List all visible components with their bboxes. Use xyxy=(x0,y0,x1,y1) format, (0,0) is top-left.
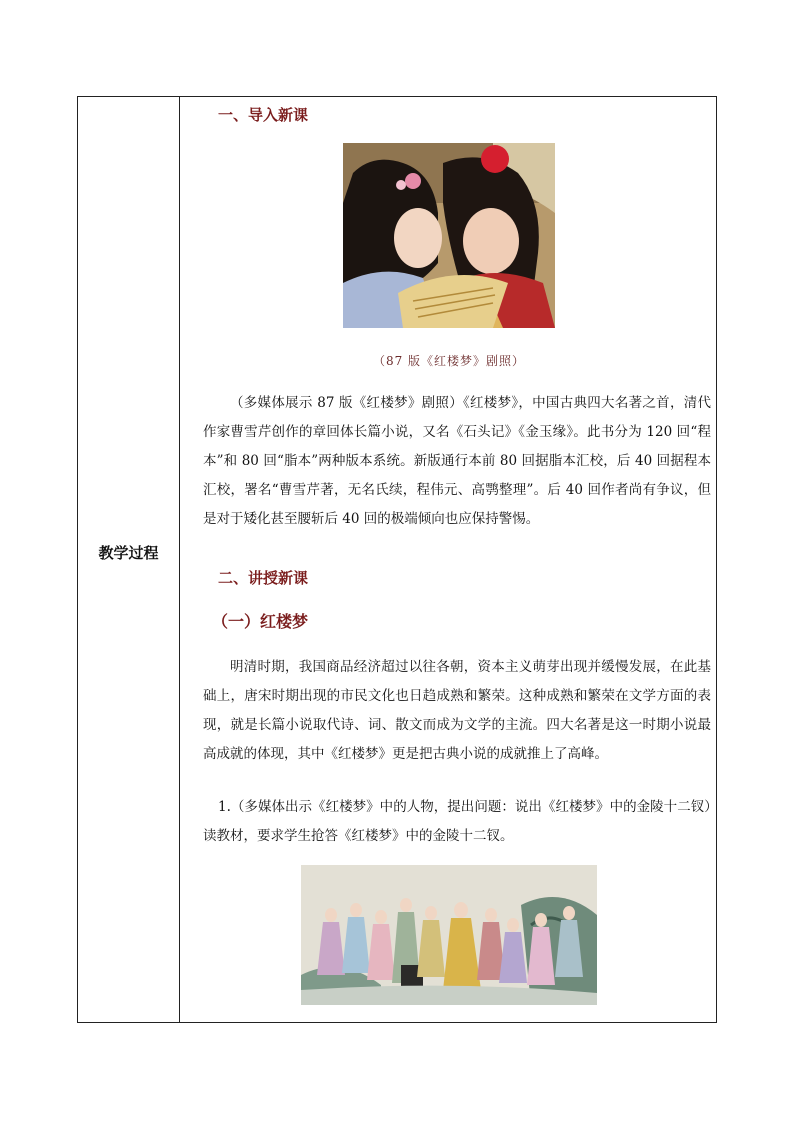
section2-item1: 1.（多媒体出示《红楼梦》中的人物，提出问题：说出《红楼梦》中的金陵十二钗）读教材，要求学生抢答《红楼梦》中的金陵十二钗。 xyxy=(203,799,711,844)
section1-heading: 一、导入新课 xyxy=(218,106,309,124)
twelve-beauties-painting xyxy=(301,865,597,1005)
side-label: 教学过程 xyxy=(98,544,159,562)
drama-photo xyxy=(343,143,555,328)
section2-heading: 二、讲授新课 xyxy=(218,569,309,587)
drama-photo-illustration xyxy=(343,143,555,328)
intro-paragraph: （多媒体展示 87 版《红楼梦》剧照）《红楼梦》，中国古典四大名著之首，清代作家曹雪芹创作的章回体长篇小说，又名《石头记》《金玉缘》。此书分为 120 回“程本”和 80 回“脂本”两种版本系统。新版通行本前 80 回据脂本汇校，后 40 回据程本汇校，署名“曹雪芹著，无名氏续，程伟元、高鹗整理”。后 40 回作者尚有争议，但是对于矮化甚至腰斩后 40 回的极端倾向也应保持警惕。 xyxy=(203,395,711,527)
lesson-table xyxy=(77,96,717,1023)
content-cell xyxy=(180,97,718,1022)
section2-subheading: （一）红楼梦 xyxy=(212,612,309,631)
photo-caption: （87 版《红楼梦》剧照） xyxy=(372,354,526,368)
section2-paragraph: 明清时期，我国商品经济超过以往各朝，资本主义萌芽出现并缓慢发展，在此基础上，唐宋时期出现的市民文化也日趋成熟和繁荣。这种成熟和繁荣在文学方面的表现，就是长篇小说取代诗、词、散文而成为文学的主流。四大名著是这一时期小说最高成就的体现，其中《红楼梦》更是把古典小说的成就推上了高峰。 xyxy=(203,659,711,762)
twelve-beauties-illustration xyxy=(301,865,597,1005)
